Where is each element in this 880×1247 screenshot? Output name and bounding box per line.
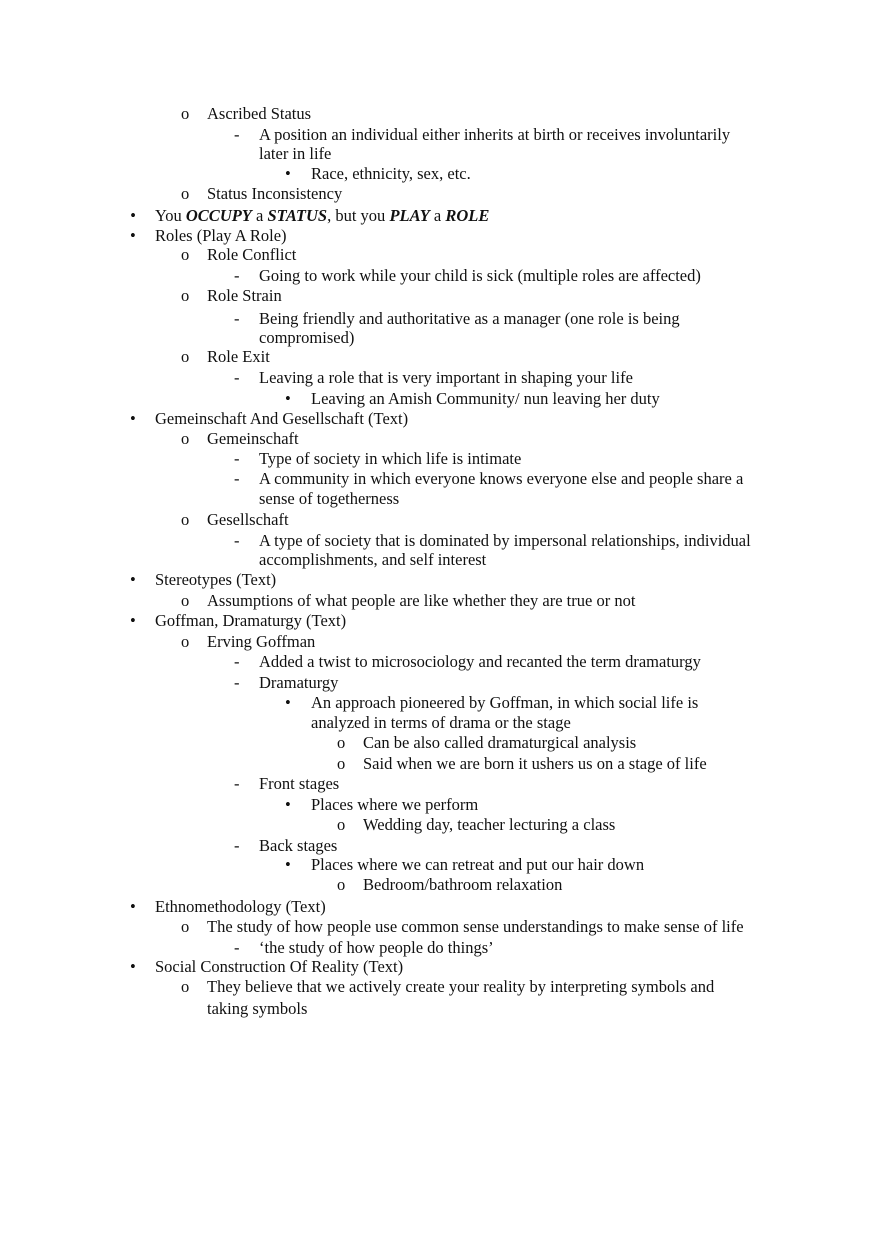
text-run: , but you	[327, 206, 390, 225]
hollow-bullet-marker: o	[181, 245, 190, 264]
line-text: Added a twist to microsociology and recanted the term dramaturgy	[259, 652, 701, 671]
hollow-bullet-marker: o	[181, 510, 190, 529]
hollow-bullet-marker: o	[181, 632, 190, 651]
bullet-marker: •	[130, 611, 136, 630]
line-text: Going to work while your child is sick (multiple roles are affected)	[259, 266, 701, 285]
hollow-bullet-marker: o	[337, 733, 346, 752]
text-run: You	[155, 206, 186, 225]
line-text: Leaving an Amish Community/ nun leaving her duty	[311, 389, 660, 408]
bullet-marker: •	[130, 570, 136, 589]
emphasis-status: STATUS	[267, 206, 328, 225]
line-text: ‘the study of how people do things’	[259, 938, 494, 957]
bullet-marker: •	[285, 855, 291, 874]
bullet-marker: •	[130, 206, 136, 225]
bullet-marker: •	[130, 226, 136, 245]
line-text-rich	[155, 206, 489, 226]
bullet-marker: •	[285, 389, 291, 408]
hollow-bullet-marker: o	[181, 104, 190, 123]
bullet-marker: •	[285, 795, 291, 814]
line-text: A community in which everyone knows everyone else and people share a	[259, 469, 744, 488]
line-text: Assumptions of what people are like whether they are true or not	[207, 591, 636, 610]
line-text: Gesellschaft	[207, 510, 289, 529]
dash-marker: -	[234, 449, 240, 468]
dash-marker: -	[234, 368, 240, 387]
dash-marker: -	[234, 652, 240, 671]
line-text: Ethnomethodology (Text)	[155, 897, 326, 916]
dash-marker: -	[234, 836, 240, 855]
bullet-marker: •	[285, 164, 291, 183]
line-text: Can be also called dramaturgical analysis	[363, 733, 637, 752]
emphasis-occupy: OCCUPY	[185, 206, 252, 225]
dash-marker: -	[234, 125, 240, 144]
line-text: Goffman, Dramaturgy (Text)	[155, 611, 347, 630]
line-text: Ascribed Status	[207, 104, 312, 123]
line-text: Race, ethnicity, sex, etc.	[311, 164, 471, 183]
line-text: Stereotypes (Text)	[155, 570, 277, 589]
line-text: A position an individual either inherits at birth or receives involuntarily	[259, 125, 731, 144]
line-text: Bedroom/bathroom relaxation	[363, 875, 563, 894]
hollow-bullet-marker: o	[337, 815, 346, 834]
line-text: Social Construction Of Reality (Text)	[155, 957, 404, 976]
hollow-bullet-marker: o	[337, 754, 346, 773]
bullet-marker: •	[285, 693, 291, 712]
line-text-continuation: accomplishments, and self interest	[259, 550, 487, 569]
dash-marker: -	[234, 673, 240, 692]
line-text: Front stages	[259, 774, 340, 793]
line-text: Roles (Play A Role)	[155, 226, 287, 245]
line-text-continuation: later in life	[259, 144, 332, 163]
emphasis-role: ROLE	[445, 206, 490, 225]
line-text: They believe that we actively create your reality by interpreting symbols and	[207, 977, 715, 996]
line-text: Role Exit	[207, 347, 270, 366]
line-text: Dramaturgy	[259, 673, 339, 692]
line-text: A type of society that is dominated by impersonal relationships, individual	[259, 531, 751, 550]
dash-marker: -	[234, 531, 240, 550]
line-text: Wedding day, teacher lecturing a class	[363, 815, 616, 834]
line-text-continuation: sense of togetherness	[259, 489, 400, 508]
hollow-bullet-marker: o	[181, 347, 190, 366]
line-text: Leaving a role that is very important in shaping your life	[259, 368, 633, 387]
line-text: Gemeinschaft And Gesellschaft (Text)	[155, 409, 409, 428]
line-text: Type of society in which life is intimate	[259, 449, 522, 468]
hollow-bullet-marker: o	[181, 917, 190, 936]
dash-marker: -	[234, 266, 240, 285]
dash-marker: -	[234, 469, 240, 488]
line-text-continuation: compromised)	[259, 328, 355, 347]
bullet-marker: •	[130, 897, 136, 916]
hollow-bullet-marker: o	[181, 429, 190, 448]
line-text: Role Conflict	[207, 245, 297, 264]
line-text: Status Inconsistency	[207, 184, 343, 203]
line-text: Places where we perform	[311, 795, 479, 814]
hollow-bullet-marker: o	[181, 286, 190, 305]
line-text-continuation: analyzed in terms of drama or the stage	[311, 713, 571, 732]
line-text: Erving Goffman	[207, 632, 316, 651]
line-text: Being friendly and authoritative as a manager (one role is being	[259, 309, 680, 328]
line-text: The study of how people use common sense understandings to make sense of life	[207, 917, 744, 936]
line-text: Places where we can retreat and put our hair down	[311, 855, 645, 874]
line-text: An approach pioneered by Goffman, in which social life is	[311, 693, 699, 712]
dash-marker: -	[234, 309, 240, 328]
dash-marker: -	[234, 938, 240, 957]
hollow-bullet-marker: o	[181, 591, 190, 610]
hollow-bullet-marker: o	[337, 875, 346, 894]
line-text-continuation: taking symbols	[207, 999, 308, 1018]
emphasis-play: PLAY	[389, 206, 430, 225]
text-run: a	[429, 206, 446, 225]
line-text: Back stages	[259, 836, 338, 855]
bullet-marker: •	[130, 409, 136, 428]
hollow-bullet-marker: o	[181, 184, 190, 203]
line-text: Role Strain	[207, 286, 282, 305]
dash-marker: -	[234, 774, 240, 793]
line-text: Said when we are born it ushers us on a stage of life	[363, 754, 707, 773]
line-text: Gemeinschaft	[207, 429, 299, 448]
hollow-bullet-marker: o	[181, 977, 190, 996]
bullet-marker: •	[130, 957, 136, 976]
text-run: a	[251, 206, 268, 225]
